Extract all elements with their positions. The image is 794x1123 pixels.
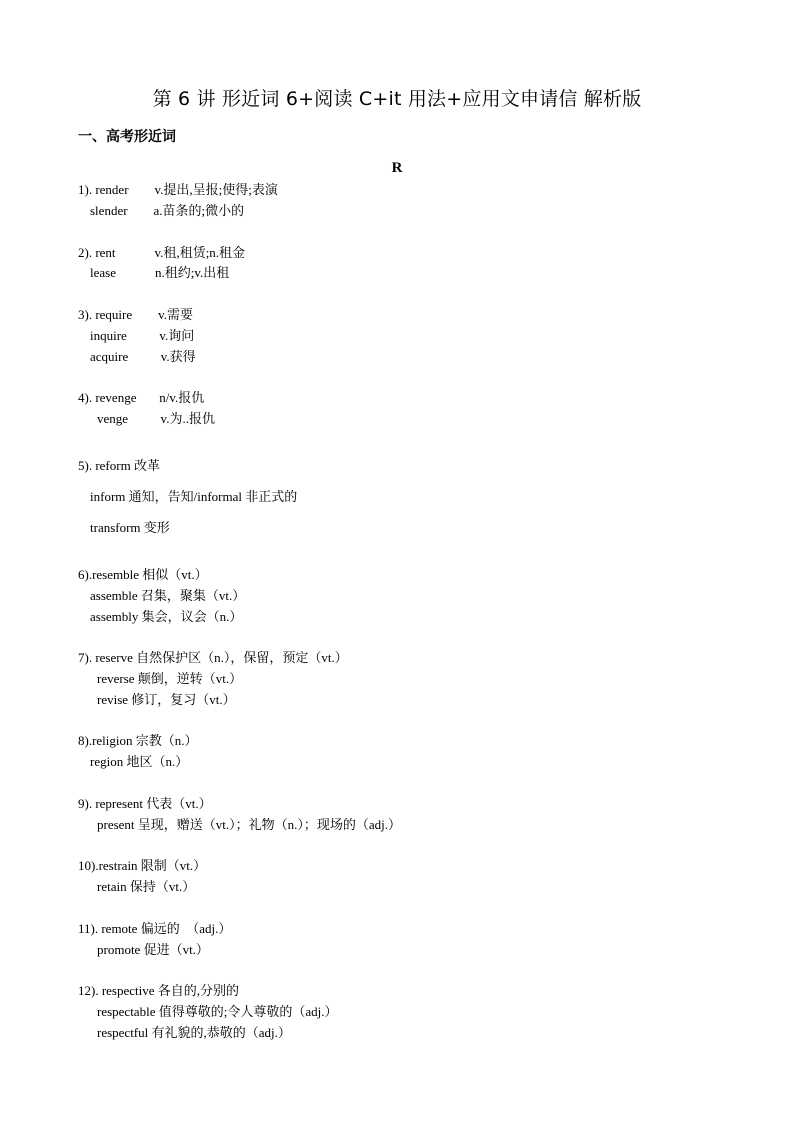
entry-line: revise 修订，复习（vt.） xyxy=(97,692,236,707)
entry-line: retain 保持（vt.） xyxy=(97,879,196,894)
entry-line: 12). respective 各自的,分别的 xyxy=(78,983,240,998)
letter-heading: R xyxy=(391,160,403,176)
section-heading: 一、高考形近词 xyxy=(78,129,176,145)
entry-line: 9). represent 代表（vt.） xyxy=(78,796,212,811)
entry-line: region 地区（n.） xyxy=(90,754,189,769)
entry-line: venge v.为..报仇 xyxy=(97,411,215,426)
entry-line: 7). reserve 自然保护区（n.），保留，预定（vt.） xyxy=(78,650,348,665)
entry-line: acquire v.获得 xyxy=(90,349,196,364)
entry-line: 3). require v.需要 xyxy=(78,307,194,322)
entry-line: inquire v.询问 xyxy=(90,328,195,343)
entry-line: 1). render v.提出,呈报;使得;表演 xyxy=(78,182,278,197)
entry-line: 8).religion 宗教（n.） xyxy=(78,733,198,748)
entry-line: assemble 召集，聚集（vt.） xyxy=(90,588,246,603)
entry-line: respectful 有礼貌的,恭敬的（adj.） xyxy=(97,1025,291,1040)
entry-line: 10).restrain 限制（vt.） xyxy=(78,858,207,873)
entry-line: 2). rent v.租,租赁;n.租金 xyxy=(78,245,246,260)
entry-line: transform 变形 xyxy=(90,520,170,535)
entry-line: promote 促进（vt.） xyxy=(97,942,209,957)
entry-line: respectable 值得尊敬的;令人尊敬的（adj.） xyxy=(97,1004,338,1019)
entry-line: 4). revenge n/v.报仇 xyxy=(78,390,205,405)
entry-line: slender a.苗条的;微小的 xyxy=(90,203,245,218)
entry-line: lease n.租约;v.出租 xyxy=(90,265,230,280)
page-title: 第 6 讲 形近词 6+阅读 C+it 用法+应用文申请信 解析版 xyxy=(152,88,642,110)
entry-line: reverse 颠倒，逆转（vt.） xyxy=(97,671,243,686)
entry-line: inform 通知，告知/informal 非正式的 xyxy=(90,489,298,504)
entry-line: assembly 集会，议会（n.） xyxy=(90,609,243,624)
entry-line: 5). reform 改革 xyxy=(78,458,160,473)
entry-line: present 呈现，赠送（vt.）；礼物（n.）；现场的（adj.） xyxy=(97,817,402,832)
entry-line: 11). remote 偏远的 （adj.） xyxy=(78,921,232,936)
entry-line: 6).resemble 相似（vt.） xyxy=(78,567,208,582)
